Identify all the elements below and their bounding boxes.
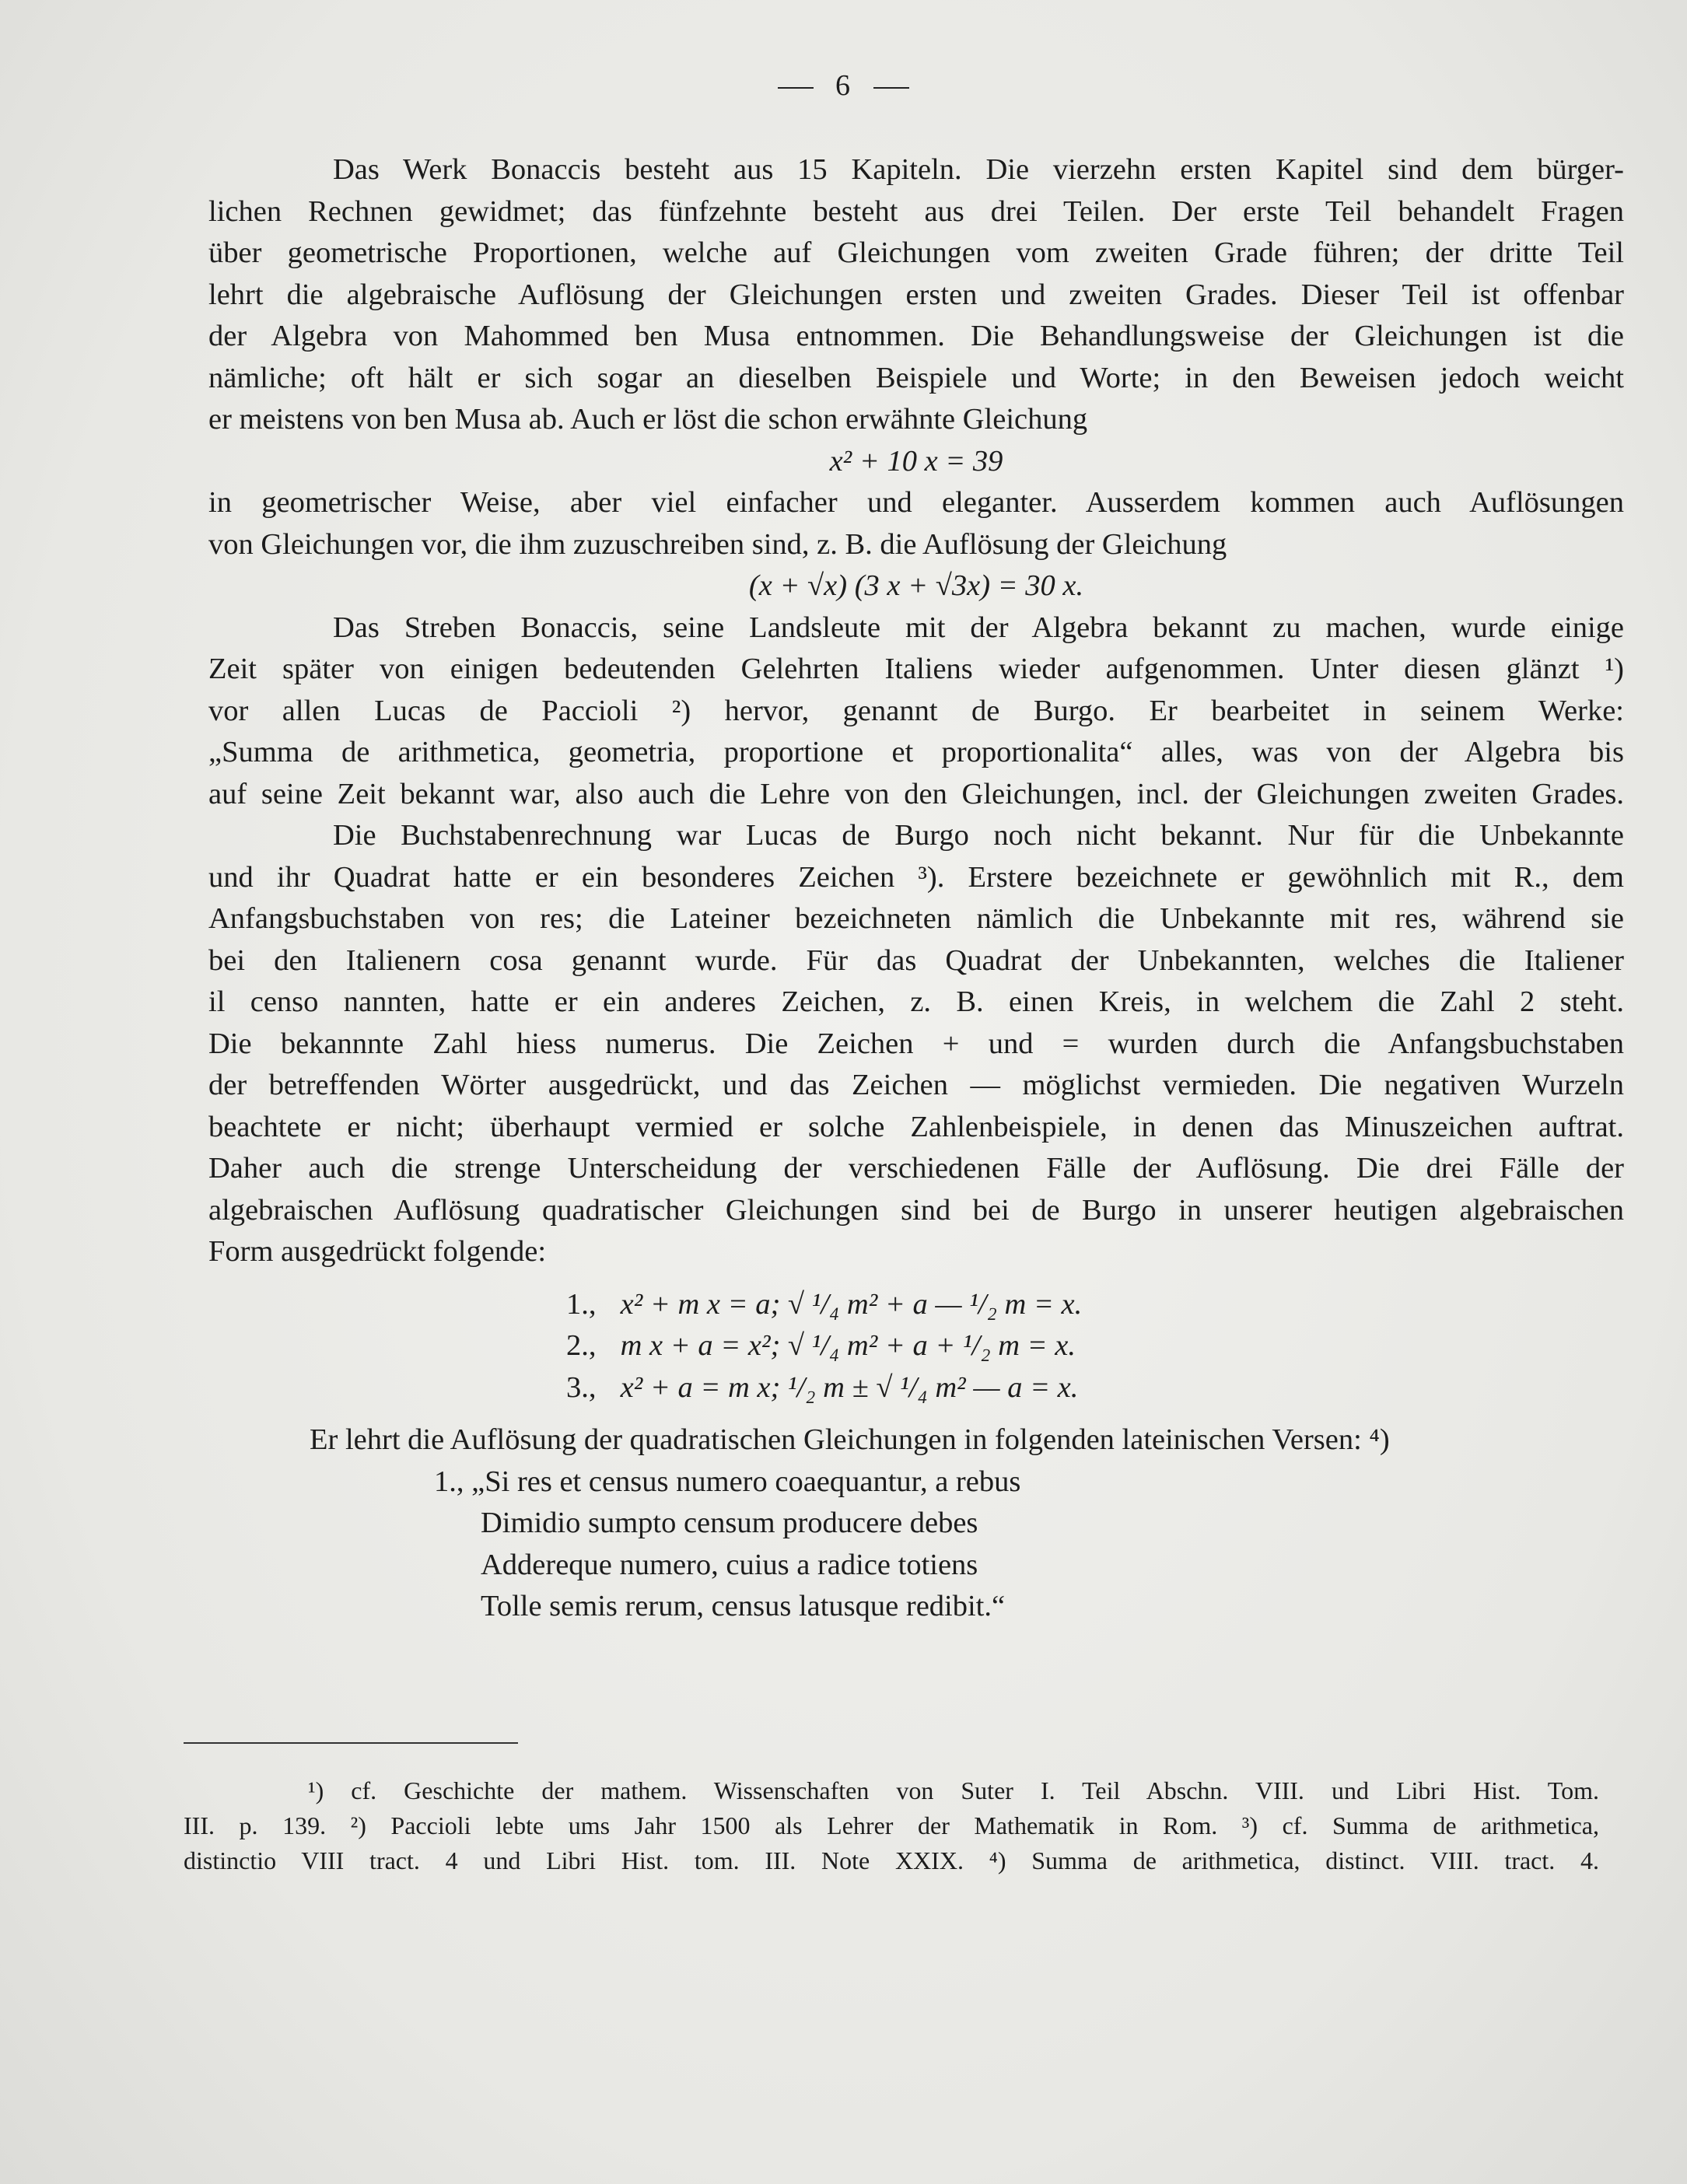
text-line: Form ausgedrückt folgende: xyxy=(208,1235,547,1268)
equation: (x + √x) (3 x + √3x) = 30 x. xyxy=(748,569,1084,602)
text-line: Zeit später von einigen bedeutenden Gelehrten Italiens wieder aufgenommen. Unter diesen glänzt ¹) xyxy=(208,653,1624,685)
text-line: und ihr Quadrat hatte er ein besonderes Zeichen ³). Erstere bezeichnete er gewöhnlich mit R., dem xyxy=(208,860,1624,894)
text-line: algebraischen Auflösung quadratischer Gleichungen sind bei de Burgo in unserer heutigen algebraischen xyxy=(208,1193,1624,1227)
verse-line: Dimidio sumpto censum producere debes xyxy=(481,1507,978,1539)
text-line: nämliche; oft hält er sich sogar an dieselben Beispiele und Worte; in den Beweisen jedoch weicht xyxy=(208,361,1624,394)
equation-text: m x + a = x²; √ ¹/₄ m² + a + ¹/₂ m = x. xyxy=(620,1329,1076,1362)
text-line: auf seine Zeit bekannt war, also auch die Lehre von den Gleichungen, incl. der Gleichungen zweiten Grades. xyxy=(208,777,1624,810)
text-line: „Summa de arithmetica, geometria, proportione et proportionalita“ alles, was von der Algebra bis xyxy=(208,736,1624,768)
text-line: er meistens von ben Musa ab. Auch er löst die schon erwähnte Gleichung xyxy=(208,403,1088,436)
equation-case-3 xyxy=(566,1367,1624,1409)
equation-list xyxy=(566,1284,1624,1409)
text-line: über geometrische Proportionen, welche auf Gleichungen vom zweiten Grade führen; der dritte Teil xyxy=(208,236,1624,269)
text-line: bei den Italienern cosa genannt wurde. Für das Quadrat der Unbekannten, welches die Italiener xyxy=(208,943,1624,977)
text-line: Das Werk Bonaccis besteht aus 15 Kapiteln. Die vierzehn ersten Kapitel sind dem bürger- xyxy=(333,153,1624,186)
text-line: von Gleichungen vor, die ihm zuzuschreiben sind, z. B. die Auflösung der Gleichung xyxy=(208,527,1227,561)
verse-line: Tolle semis rerum, census latusque redibit.“ xyxy=(481,1590,1006,1622)
text-line: lehrt die algebraische Auflösung der Gleichungen ersten und zweiten Grades. Dieser Teil ist offenbar xyxy=(208,278,1624,311)
equation-text: x² + a = m x; ¹/₂ m ± √ ¹/₄ m² — a = x. xyxy=(620,1370,1079,1404)
equation-text: x² + m x = a; √ ¹/₄ m² + a — ¹/₂ m = x. xyxy=(620,1287,1083,1321)
footnote-line: ¹) cf. Geschichte der mathem. Wissenschaften von Suter I. Teil Abschn. VIII. und Libri Hist. Tom. xyxy=(308,1776,1599,1804)
verse-line: 1., „Si res et census numero coaequantur, a rebus xyxy=(434,1465,1021,1498)
text-line: beachtete er nicht; überhaupt vermied er solche Zahlenbeispiele, in denen das Minuszeichen auftrat. xyxy=(208,1110,1624,1143)
main-text xyxy=(208,149,1624,1628)
equation-case-2 xyxy=(566,1325,1624,1367)
equation-number: 1., xyxy=(566,1287,597,1321)
text-line: der betreffenden Wörter ausgedrückt, und das Zeichen — möglichst vermieden. Die negativen Wurzeln xyxy=(208,1069,1624,1101)
text-line: il censo nannten, hatte er ein anderes Zeichen, z. B. einen Kreis, in welchem die Zahl 2 steht. xyxy=(208,985,1624,1018)
equation-number: 3., xyxy=(566,1370,597,1404)
footnotes xyxy=(184,1773,1599,1878)
equation-case-1 xyxy=(566,1284,1624,1326)
verse-line: Addereque numero, cuius a radice totiens xyxy=(481,1548,978,1581)
text-line: in geometrischer Weise, aber viel einfacher und eleganter. Ausserdem kommen auch Auflösungen xyxy=(208,486,1624,519)
text-line: lichen Rechnen gewidmet; das fünfzehnte besteht aus drei Teilen. Der erste Teil behandelt Fragen xyxy=(208,194,1624,228)
page-number xyxy=(0,68,1687,103)
footnote-line: distinctio VIII tract. 4 und Libri Hist. tom. III. Note XXIX. ⁴) Summa de arithmetica, distinct. VIII. tract. 4. xyxy=(184,1846,1599,1874)
text-line: Daher auch die strenge Unterscheidung der verschiedenen Fälle der Auflösung. Die drei Fälle der xyxy=(208,1152,1624,1185)
text-line: der Algebra von Mahommed ben Musa entnommen. Die Behandlungsweise der Gleichungen ist die xyxy=(208,320,1624,352)
footnote-line: III. p. 139. ²) Paccioli lebte ums Jahr 1500 als Lehrer der Mathematik in Rom. ³) cf. Summa de arithmetica, xyxy=(184,1811,1599,1839)
page-number-dash-right xyxy=(873,87,909,89)
page-number-value: 6 xyxy=(835,69,852,102)
text-line: vor allen Lucas de Paccioli ²) hervor, genannt de Burgo. Er bearbeitet in seinem Werke: xyxy=(208,694,1624,727)
text-line: Anfangsbuchstaben von res; die Lateiner bezeichneten nämlich die Unbekannte mit res, während sie xyxy=(208,902,1624,935)
text-line: Die Buchstabenrechnung war Lucas de Burgo noch nicht bekannt. Nur für die Unbekannte xyxy=(333,819,1624,852)
latin-verse xyxy=(434,1461,1624,1628)
equation-number: 2., xyxy=(566,1329,597,1362)
text-line: Das Streben Bonaccis, seine Landsleute mit der Algebra bekannt zu machen, wurde einige xyxy=(333,611,1624,644)
page-number-dash-left xyxy=(778,87,814,89)
text-line: Die bekannnte Zahl hiess numerus. Die Zeichen + und = wurden durch die Anfangsbuchstaben xyxy=(208,1027,1624,1060)
text-line: Er lehrt die Auflösung der quadratischen Gleichungen in folgenden lateinischen Versen: ⁴) xyxy=(310,1423,1390,1456)
equation: x² + 10 x = 39 xyxy=(829,444,1003,478)
footnote-divider xyxy=(184,1742,518,1744)
